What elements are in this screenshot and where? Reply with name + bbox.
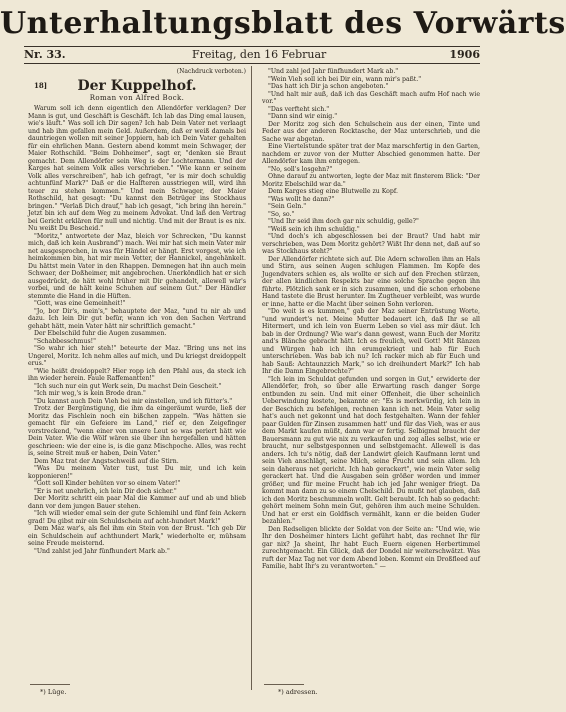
story-paragraph: "Weiß sein ich ihm schuldig."	[268, 225, 360, 233]
story-paragraph: "Schabbesschmus!"	[34, 337, 96, 345]
story-heading	[28, 78, 246, 94]
left-column	[28, 68, 246, 688]
story-title: Der Kuppelhof.	[77, 77, 197, 94]
story-paragraph: "Gott, was eine Gemeinheit!"	[34, 300, 126, 307]
issue-bar	[24, 46, 480, 64]
story-paragraph: "Wie heißt dreidoppelt? Hier ropp ich den Pfahl aus, da steck ich ihn wieder herein. Faule Raffemantten!"	[28, 367, 246, 382]
story-paragraph: Eine Viertelstunde später trat der Maz marschfertig in den Garten, nachdem er zuvor von der Mutter Abschied genommen hatte. Der Allendörfer kam ihm entgegen.	[262, 143, 480, 165]
right-column	[262, 68, 480, 688]
story-paragraph: "Das hatt ich Dir ja schon angeboten."	[268, 83, 389, 90]
story-paragraph: Dem Karges stieg eine Blutwelle zu Kopf.	[268, 188, 398, 195]
story-paragraph: "Er is net unehrlich, ich lein Dir doch sicher."	[34, 487, 177, 495]
story-paragraph: "So, so."	[268, 210, 295, 218]
footnote-right: *) adressen.	[278, 688, 318, 696]
story-paragraph: "Wein Vieh soll ich bei Dir ein, wann mir's paßt."	[268, 75, 422, 83]
issue-year: 1906	[449, 48, 480, 61]
story-paragraph: "Das verfteht sich."	[268, 105, 330, 113]
masthead-title: Unterhaltungsblatt des Vorwärts	[0, 6, 566, 41]
story-paragraph: "Was Du meinem Vater tust, tust Du mir, und ich kein kopponieren!"	[28, 465, 246, 480]
installment-number: 18]	[34, 80, 48, 90]
footnote-rule-left	[30, 684, 70, 685]
story-paragraph: "Jo, bor Dir's, mein's," behauptete der Maz, "und tu nir ab und dazu. Ich lein Dir gut befür, wann ich von den Sachen Vertrand gehabt hätt, mein Vater hätt nir schriftlich gemacht."	[28, 307, 246, 330]
story-paragraph: "Ich lein im Schuldat gefunden und sorgen in Gut," erwiderte der Allendörfer, froh, so über alle Erwartung rasch danger Sorge entbunden zu sein. Und mit einer Offenheit, die über scheinlich Ueberwindung kostete, bekannte er: "Es is merkwürdig, ich lein in der Beschich zu befehlgen, rechnen kann ich net. Mein Vater selig hat's auch net gekonnt und hat doch festgehalten. Wann der fehler paar Gulden für Zinsen zusammen hatt' und für das Vieh, was er aus dem Markt kaufen müßt, dann war er fertig. Selbigmal braucht der Bauersmann zu gut wie nix zu verkaufen und zog alles selbst, wie er braucht, nur selbstgesponnen und selbstgemacht. Allewell is das anders. Ich tu's nötig, daß der Landwirt gleich Kaufmann lernt und sein Vieh anschlägt, seine Milch, seine Frucht und sein allem. Ich sein daheraus net gericht. Ich hab gerackert", wie mein Vater selig gerackert hat. Und die Ausgaben sein größer worden und immer größer, und für meine Frucht hab ich jed Jahr weniger friegt. Da kommt man dann zu so einem Chelschild. Du mußt net glauben, daß ich den Moritz beschummeln wollt. Gelt beraubt. Ich hab so gedacht: gehört meinem Sohn mein Gut, gehören ihm auch meine Schulden. Und hat er erst ein Goldfisch vermählt, kann er die beiden Guder bezahlen."	[262, 375, 480, 525]
story-paragraph: Den Redseligen blickte der Soldat von der Seite an: "Und wie, wie Ihr den Dosheimer hinters Licht geführt habt, das rechnet Ihr für gar nix? Ja sheint, Ihr habt Euch Euern eigenen Herbertimmel zurechtgemacht. Ein Glück, daß der Dondel nir weiterschwätzt. Was ruft der Maz Tag net vor dem Abend loben. Kommt ein Droßfleed auf Familie, habt Ihr's zu verantworten." —	[262, 525, 480, 570]
story-paragraph: Der Moritz zog sich den Schulschein aus der einen, Tinte und Feder aus der anderen Rocktasche, der Maz unterschrieb, und die Sache war abgetan.	[262, 120, 480, 143]
issue-date: Freitag, den 16 Februar	[192, 48, 327, 61]
story-paragraph: "No, soll's losgehn?"	[268, 165, 333, 173]
story-paragraph: "Do weit is es kummen," gab der Maz seiner Entrüstung Worte, "und wundert's net. Meine Mutter bedauert ich, daß Ihr se all Hitermert, und ich lein von Euerm Leben so viel ass mir däut. Ich bab in der Ordnung? Wie war's dann gewest, wann Euch der Moritz and's Blänche gebracht hätt. Ich es freulich, weil Gott! Mit Ränzen und Würgen hab ich ihn erumgekriegt und hab für Euch unterschrieben. Was bab ich nu? Ich racker mich ab für Euch und hab Sauß: Achtaunzzich Mark," so ich dreihundert Mark?" Ich hab Ihr die Damn Eingebrochte?"	[262, 308, 480, 375]
story-paragraph: "Und doch's ich abgeschlossen bei der Braut? Und habt mir verschrieben, was Dem Moritz gehört? Wißt Ihr denn net, daß auf so was Stockhaus steht?"	[262, 233, 480, 255]
story-paragraph: "Moritz," antwortete der Maz, bleich vor Schrecken, "Du kannst mich, daß ich kein Ausbrand") mach. Wei mir hat sich mein Vater mir net ausgesprochen, in was für Händel er hängt. Erst vorgest, wie ich heimkommen bin, hat mir mein Vetter, der Hannickel, angehänkelt. Du hättst mein Vater in den Rhappen. Demnegen hat ihn auch mein Schwaer, der Doßheimer, mit angebrochen. Unerköndlich hat er sich ausgedrückt, de hätt wohl früher mit Dir gehandelt, allewell wär's vorbei, und de hält keine Schuhen auf seinem Gut." Der Händler stemmte die Hand in die Hüften.	[28, 232, 246, 300]
story-paragraph: "Und Ihr seid ihm doch gar nix schuldig, gelle?"	[268, 218, 419, 225]
issue-number: Nr. 33.	[24, 48, 66, 61]
story-paragraph: "Was wollt he dann?"	[268, 195, 335, 203]
story-paragraph: "Dann sind wir einig."	[268, 113, 338, 120]
story-paragraph: Der Ebelschild fuhr die Augen zusammen.	[34, 330, 167, 337]
footnote-left: *) Lüge.	[40, 688, 67, 696]
story-paragraph: "Ich mir weg,'s is kein Brode dran."	[34, 390, 146, 397]
story-paragraph: "Ich such nur ein gut Werk sein, Du machst Dein Gescheit."	[34, 382, 222, 390]
reprint-note: (Nachdruck verboten.)	[176, 68, 246, 75]
story-paragraph: Dem Maz war's, als fiel ihm ein Stein von der Brust. "Ich geb Dir ein Schuldschein auf achthundert Mark," wiederholte er, mühsam seine Freude meisternd.	[28, 525, 246, 547]
story-paragraph: "Und zahl jed Jahr fünfhundert Mark ab."	[268, 68, 399, 75]
story-paragraph: Ohne darauf zu antworten, legte der Maz mit finsterem Blick: "Der Moritz Ebelschild war da."	[262, 173, 480, 188]
story-author: Roman von Alfred Bock.	[89, 93, 185, 102]
story-paragraph: "Ich will wieder emal sein der gute Schlemihl und fünf fein Ackern grad! Du gibst mir ein Schuldschein auf acht-hundert Mark!"	[28, 510, 246, 525]
footnote-rule-right	[264, 684, 304, 685]
story-paragraph: Der Moritz schritt ein paar Mal die Kammer auf und ab und blieb dann vor dem jungen Bauer stehen.	[28, 495, 246, 510]
story-paragraph: Trotz der Bergünstigung, die ihm da eingeräumt wurde, ließ der Moritz das Fischlein noch ein bißchen zappeln. "Was hätten sie gemacht für ein Gefeiere im Land," rief er, den Zeigefinger vorstreckend, "wenn einer von unsere Leut so was periert hätt wie Dein Vater. Wie die Wölf wären sie über ihn hergefallen und hätten geschrieen: wie der eine is, is die ganz Mischpoche. Alles, was recht is, seine Streit muß er haben, Dein Vater."	[28, 405, 246, 457]
story-paragraph: "Und zahlst jed Jahr fünfhundert Mark ab."	[34, 547, 170, 555]
story-paragraph: Der Allendörfer richtete sich auf. Die Adern schwollen ihm an Hals und Stirn, aus seinen Augen schlugen Flammen. Im Kopfe des Jugendvaters schien es, als wollte er sich auf den Frechen stürzen, der allen kindlichen Respekts bar eine solche Sprache gegen ihn führte. Plötzlich sank er in sich zusammen, und die schon erhobene Hand tastete die Brust herunter. Im Zugtheuer verbleibt, was wurde er inne, hatte er die Macht über seinen Sohn verloren.	[262, 255, 480, 308]
story-paragraph: Dem Maz trat der Angstschweiß auf die Stirn.	[34, 457, 179, 465]
story-paragraph: "So wahr ich hier steh!" beteurte der Maz. "Bring uns net ins Ungerel, Moritz. Ich nehm alles auf mich, und Du kriegst dreidoppelt erus."	[28, 345, 247, 367]
story-paragraph: "Gott soll Kinder behüten vor so einem Vater!"	[34, 480, 181, 487]
story-paragraph: "Und halt mir auß, daß ich das Geschäft mach aufm Hof nach wie vor."	[262, 90, 480, 105]
story-paragraph: "Du kannst auch Dein Vieh bei mir einstellen, und ich fütter's."	[34, 397, 233, 405]
story-paragraph: "Sein Geln."	[268, 203, 307, 210]
story-paragraph: Warum soll ich denn eigentlich den Allendörfer verklagen? Der Mann is gut, und Geschäft is Geschäft. Ich lab das Ding emal lausen, wie's läuft." Was soll ich Dir sagen? Ich hab Dein Vater net verlaagt und hab ihm gefallen mein Geld. Außerdem, daß er weiß damals bei dauntriegen wollen mit seiner Joppiern, hab ich Dein Vater gehalten für ein ehrlichen Mann. Gestern abend kommt mein Schwager, der Maier Rothschild. "Beim Dohheimer", sagt er, "denken sie Braut gemacht. Dem Allendörfer sein Weg is der Lochtermann. Und der Karges hat seinem Volk alles verschrieben." "Wie kann er seinem Volk alles verschreiben", hab ich gefragt, "er is mir doch schuldig achtunfünf Mark?" Daß er die Halfteren ausstriegen will, wird ihn teuer zu stehen kommen." Und mein Schwager, der Maier Rothschild, hat gesagt: "Du kannst den Betrüger ins Stockhaus bringen." "Verlaß Dich drauf," hab ich gesagt, "ich bring ihn herein." Jetzt bin ich auf dem Weg zu meinem Advokat. Und laß den Vertrag bei Gericht erklären für null und nichtig. Und mit der Braut is es nix. Nu weißt Du Bescheid."	[28, 105, 246, 232]
column-divider	[251, 66, 252, 690]
